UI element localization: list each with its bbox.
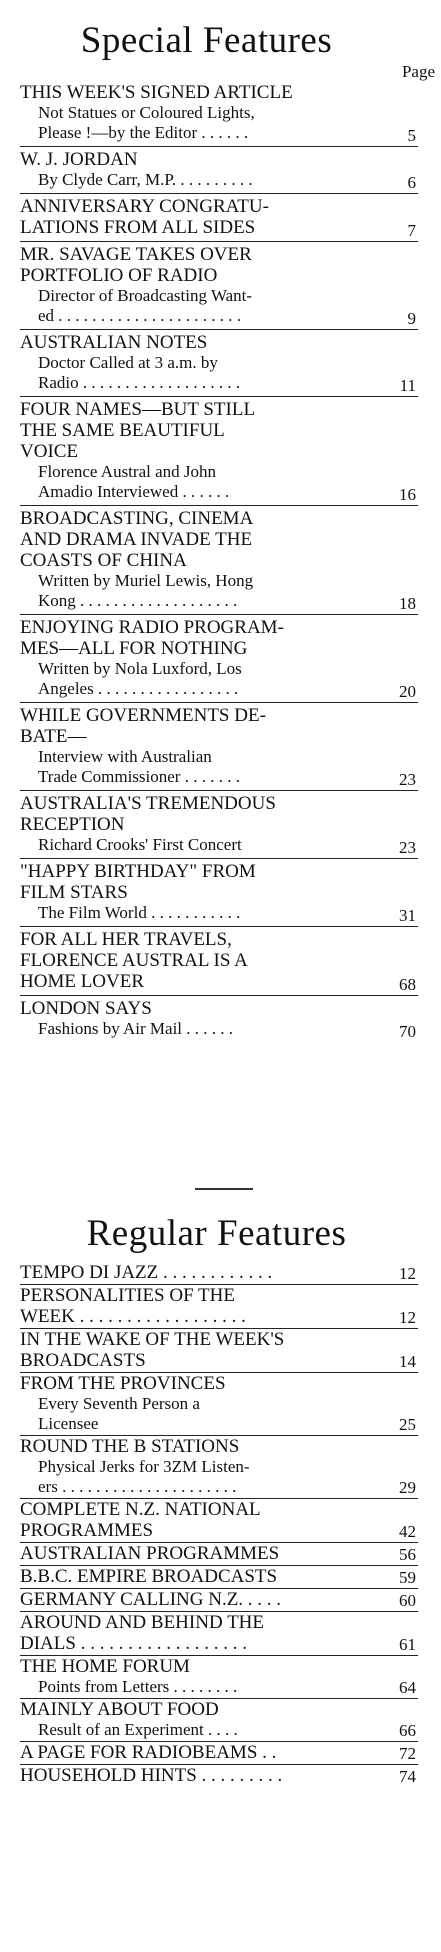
entry-heading-line: THE SAME BEAUTIFUL xyxy=(20,420,225,441)
entry-heading-line: PORTFOLIO OF RADIO xyxy=(20,265,218,286)
contents-entry xyxy=(20,791,418,859)
entry-heading-line: BROADCASTS xyxy=(20,1350,146,1371)
entry-heading-line: IN THE WAKE OF THE WEEK'S xyxy=(20,1329,285,1350)
page-number: 29 xyxy=(399,1478,416,1497)
contents-entry xyxy=(20,1765,418,1787)
contents-entry xyxy=(20,996,418,1042)
contents-entry xyxy=(20,506,418,615)
contents-entry xyxy=(20,1499,418,1543)
contents-entry xyxy=(20,1589,418,1612)
page-number: 56 xyxy=(399,1545,416,1564)
entry-subtitle-line: Doctor Called at 3 a.m. by xyxy=(38,353,218,372)
entry-heading-line: FLORENCE AUSTRAL IS A xyxy=(20,950,248,971)
entry-subtitle-line: ed . . . . . . . . . . . . . . . . . . . . . . xyxy=(38,306,242,325)
entry-subtitle-line: Please !—by the Editor . . . . . . xyxy=(38,123,249,142)
entry-heading-line: COMPLETE N.Z. NATIONAL xyxy=(20,1499,261,1520)
page-number: 25 xyxy=(399,1415,416,1434)
contents-entry xyxy=(20,80,418,147)
entry-subtitle-line: The Film World . . . . . . . . . . . xyxy=(38,903,241,922)
entry-heading-line: PROGRAMMES xyxy=(20,1520,154,1541)
entry-subtitle-line: Radio . . . . . . . . . . . . . . . . . . . xyxy=(38,373,241,392)
entry-heading-line: DIALS . . . . . . . . . . . . . . . . . . xyxy=(20,1633,247,1654)
contents-entry xyxy=(20,1329,418,1373)
entry-heading-line: AND DRAMA INVADE THE xyxy=(20,529,253,550)
page-number: 12 xyxy=(399,1264,416,1283)
regular-features-title: Regular Features xyxy=(86,1213,347,1254)
entry-heading-line: A PAGE FOR RADIOBEAMS . . xyxy=(20,1742,277,1763)
entry-heading-line: B.B.C. EMPIRE BROADCASTS xyxy=(20,1566,278,1587)
entry-heading-line: HOME LOVER xyxy=(20,971,145,992)
contents-entry xyxy=(20,615,418,703)
entry-subtitle-line: Director of Broadcasting Want- xyxy=(38,286,253,305)
contents-entry xyxy=(20,1612,418,1656)
entry-heading-line: "HAPPY BIRTHDAY" FROM xyxy=(20,861,256,882)
page-number: 20 xyxy=(399,682,416,701)
entry-heading-line: RECEPTION xyxy=(20,814,125,835)
regular-features-list xyxy=(20,1262,418,1787)
entry-subtitle-line: Every Seventh Person a xyxy=(38,1394,200,1413)
special-features-title: Special Features xyxy=(80,20,333,61)
entry-heading-line: LONDON SAYS xyxy=(20,998,152,1019)
entry-subtitle-line: Angeles . . . . . . . . . . . . . . . . . xyxy=(38,679,239,698)
page-number: 61 xyxy=(399,1635,416,1654)
entry-subtitle-line: Kong . . . . . . . . . . . . . . . . . . . xyxy=(38,591,238,610)
entry-heading-line: THE HOME FORUM xyxy=(20,1656,190,1677)
contents-entry xyxy=(20,397,418,506)
entry-heading-line: ROUND THE B STATIONS xyxy=(20,1436,240,1457)
page-number: 11 xyxy=(399,376,416,395)
page-number: 18 xyxy=(399,594,416,613)
entry-heading-line: W. J. JORDAN xyxy=(20,149,138,170)
page-number: 60 xyxy=(399,1591,416,1610)
entry-heading-line: THIS WEEK'S SIGNED ARTICLE xyxy=(20,82,293,103)
page-number: 42 xyxy=(399,1522,416,1541)
page-number: 74 xyxy=(399,1767,416,1786)
contents-entry xyxy=(20,1742,418,1765)
entry-heading-line: WHILE GOVERNMENTS DE- xyxy=(20,705,266,726)
entry-subtitle-line: Amadio Interviewed . . . . . . xyxy=(38,482,230,501)
entry-subtitle-line: Not Statues or Coloured Lights, xyxy=(38,103,255,122)
page-number: 66 xyxy=(399,1721,416,1740)
page-number: 23 xyxy=(399,838,416,857)
entry-subtitle-line: Fashions by Air Mail . . . . . . xyxy=(38,1019,234,1038)
page-number: 59 xyxy=(399,1568,416,1587)
entry-heading-line: MR. SAVAGE TAKES OVER xyxy=(20,244,252,265)
entry-heading-line: TEMPO DI JAZZ . . . . . . . . . . . . xyxy=(20,1262,273,1283)
contents-entry xyxy=(20,194,418,242)
entry-heading-line: MES—ALL FOR NOTHING xyxy=(20,638,248,659)
section-divider xyxy=(195,1188,253,1190)
entry-heading-line: LATIONS FROM ALL SIDES xyxy=(20,217,256,238)
entry-heading-line: FOR ALL HER TRAVELS, xyxy=(20,929,232,950)
contents-entry xyxy=(20,1373,418,1436)
entry-subtitle-line: By Clyde Carr, M.P. . . . . . . . . . xyxy=(38,170,253,189)
entry-subtitle-line: Trade Commissioner . . . . . . . xyxy=(38,767,240,786)
contents-entry xyxy=(20,330,418,397)
entry-heading-line: MAINLY ABOUT FOOD xyxy=(20,1699,219,1720)
entry-subtitle-line: Written by Nola Luxford, Los xyxy=(38,659,242,678)
entry-heading-line: AUSTRALIAN PROGRAMMES xyxy=(20,1543,280,1564)
contents-entry xyxy=(20,1543,418,1566)
entry-subtitle-line: Richard Crooks' First Concert xyxy=(38,835,242,854)
entry-subtitle-line: Written by Muriel Lewis, Hong xyxy=(38,571,254,590)
contents-entry xyxy=(20,1566,418,1589)
page-number: 31 xyxy=(399,906,416,925)
contents-entry xyxy=(20,242,418,330)
entry-heading-line: VOICE xyxy=(20,441,79,462)
entry-heading-line: WEEK . . . . . . . . . . . . . . . . . . xyxy=(20,1306,246,1327)
entry-subtitle-line: Interview with Australian xyxy=(38,747,212,766)
entry-subtitle-line: Physical Jerks for 3ZM Listen- xyxy=(38,1457,250,1476)
contents-entry xyxy=(20,1656,418,1699)
contents-entry xyxy=(20,147,418,194)
entry-heading-line: AUSTRALIAN NOTES xyxy=(20,332,208,353)
page-number: 64 xyxy=(399,1678,416,1697)
page-number: 5 xyxy=(407,126,416,145)
page-number: 7 xyxy=(407,221,416,240)
entry-heading-line: BATE— xyxy=(20,726,87,747)
entry-heading-line: AUSTRALIA'S TREMENDOUS xyxy=(20,793,276,814)
page-number: 16 xyxy=(399,485,416,504)
contents-entry xyxy=(20,859,418,927)
contents-entry xyxy=(20,1436,418,1499)
page-number: 14 xyxy=(399,1352,416,1371)
entry-subtitle-line: Licensee xyxy=(38,1414,99,1433)
entry-heading-line: HOUSEHOLD HINTS . . . . . . . . . xyxy=(20,1765,283,1786)
entry-heading-line: FROM THE PROVINCES xyxy=(20,1373,226,1394)
entry-heading-line: ANNIVERSARY CONGRATU- xyxy=(20,196,269,217)
page-number: 6 xyxy=(407,173,416,192)
page-number: 70 xyxy=(399,1022,416,1041)
entry-subtitle-line: Result of an Experiment . . . . xyxy=(38,1720,238,1739)
page-number: 9 xyxy=(407,309,416,328)
contents-entry xyxy=(20,703,418,791)
entry-subtitle-line: Florence Austral and John xyxy=(38,462,216,481)
entry-heading-line: PERSONALITIES OF THE xyxy=(20,1285,235,1306)
entry-heading-line: BROADCASTING, CINEMA xyxy=(20,508,254,529)
page-number: 23 xyxy=(399,770,416,789)
entry-subtitle-line: Points from Letters . . . . . . . . xyxy=(38,1677,238,1696)
page-number: 68 xyxy=(399,975,416,994)
contents-entry xyxy=(20,1699,418,1742)
entry-heading-line: FOUR NAMES—BUT STILL xyxy=(20,399,256,420)
page-number: 12 xyxy=(399,1308,416,1327)
contents-entry xyxy=(20,1285,418,1329)
entry-heading-line: GERMANY CALLING N.Z. . . . . xyxy=(20,1589,282,1610)
entry-heading-line: AROUND AND BEHIND THE xyxy=(20,1612,265,1633)
page-column-header: Page xyxy=(401,62,435,81)
contents-entry xyxy=(20,1262,418,1285)
entry-heading-line: ENJOYING RADIO PROGRAM- xyxy=(20,617,284,638)
special-features-list xyxy=(20,80,418,1042)
contents-entry xyxy=(20,927,418,996)
entry-heading-line: COASTS OF CHINA xyxy=(20,550,187,571)
entry-subtitle-line: ers . . . . . . . . . . . . . . . . . . . . . xyxy=(38,1477,237,1496)
page-number: 72 xyxy=(399,1744,416,1763)
entry-heading-line: FILM STARS xyxy=(20,882,128,903)
